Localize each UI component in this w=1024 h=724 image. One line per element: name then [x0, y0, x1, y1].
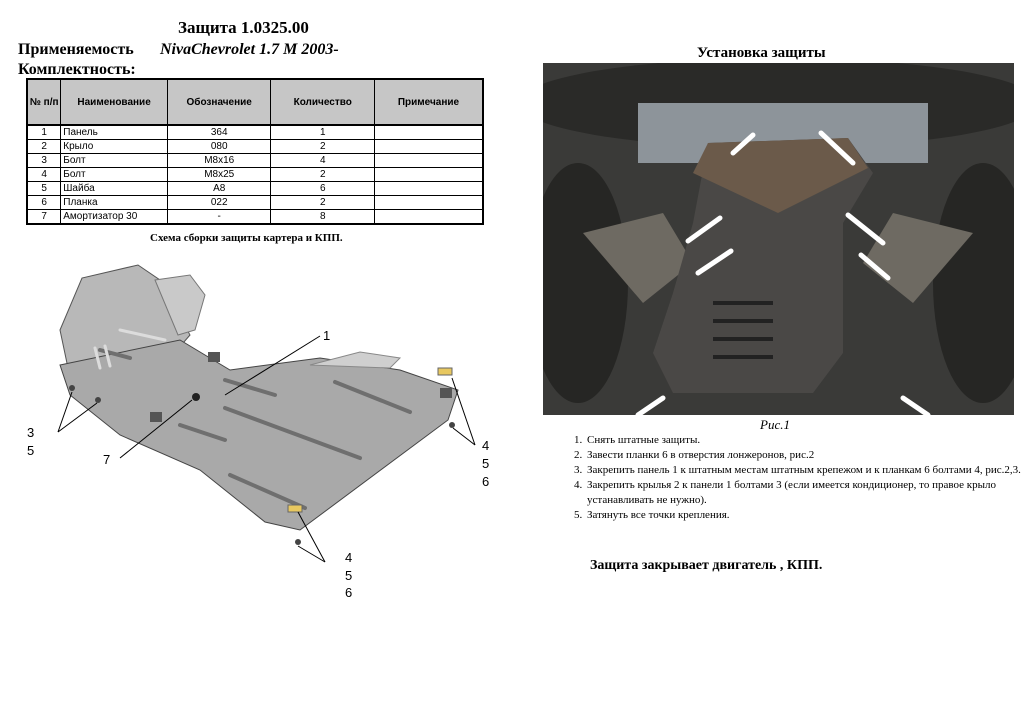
callout-1: 1	[323, 328, 331, 343]
cell-number: 1	[27, 125, 61, 140]
cell-note	[374, 140, 483, 154]
cell-note	[374, 125, 483, 140]
cell-number: 5	[27, 182, 61, 196]
cell-qty: 2	[271, 140, 375, 154]
callout-4-right: 4	[482, 438, 490, 453]
cell-number: 4	[27, 168, 61, 182]
cell-name: Болт	[61, 154, 168, 168]
list-item: 1. Снять штатные защиты.	[585, 433, 1024, 448]
cell-name: Амортизатор 30	[61, 210, 168, 225]
cell-name: Болт	[61, 168, 168, 182]
cell-number: 3	[27, 154, 61, 168]
table-row	[27, 154, 483, 168]
cell-qty: 1	[271, 125, 375, 140]
cell-qty: 4	[271, 154, 375, 168]
shock-absorber	[192, 393, 200, 401]
col-header-code: Обозначение	[167, 79, 271, 125]
bolt-icon	[295, 539, 301, 545]
cell-number: 7	[27, 210, 61, 225]
col-header-qty: Количество	[271, 79, 375, 125]
cell-qty: 2	[271, 168, 375, 182]
cell-note	[374, 196, 483, 210]
cell-qty: 8	[271, 210, 375, 225]
bracket-plate	[288, 505, 302, 512]
cell-name: Планка	[61, 196, 168, 210]
callout-5-left: 5	[27, 443, 35, 458]
cell-note	[374, 210, 483, 225]
photo-illustration	[543, 63, 1014, 415]
list-item: 5. Затянуть все точки крепления.	[585, 508, 1024, 523]
assembly-drawing	[0, 240, 540, 620]
list-item: 2. Завести планки 6 в отверстия лонжеронов, рис.2	[585, 448, 1024, 463]
cell-name: Панель	[61, 125, 168, 140]
col-header-note: Примечание	[374, 79, 483, 125]
col-header-name: Наименование	[61, 79, 168, 125]
cell-name: Шайба	[61, 182, 168, 196]
callout-6-bottom: 6	[345, 585, 353, 600]
mount-point	[150, 412, 162, 422]
cell-note	[374, 168, 483, 182]
table-row	[27, 182, 483, 196]
callout-5-right: 5	[482, 456, 490, 471]
conclusion-text: Защита закрывает двигатель , КПП.	[590, 558, 823, 573]
installation-steps	[563, 433, 1024, 523]
cell-number: 6	[27, 196, 61, 210]
callout-6-right: 6	[482, 474, 490, 489]
callout-3: 3	[27, 425, 35, 440]
bolt-icon	[69, 385, 75, 391]
cell-qty: 6	[271, 182, 375, 196]
installation-photo	[543, 63, 1014, 415]
bolt-icon	[449, 422, 455, 428]
bracket-plate	[438, 368, 452, 375]
figure-caption: Рис.1	[760, 417, 790, 432]
cell-qty: 2	[271, 196, 375, 210]
document-title: Защита 1.0325.00	[178, 18, 309, 37]
table-row	[27, 125, 483, 140]
parts-table	[26, 78, 484, 225]
main-panel-part	[60, 340, 458, 530]
table-row	[27, 168, 483, 182]
scheme-caption: Схема сборки защиты картера и КПП.	[150, 232, 343, 244]
table-row	[27, 196, 483, 210]
cell-code: М8х25	[167, 168, 271, 182]
callout-4-bottom: 4	[345, 550, 353, 565]
cell-note	[374, 154, 483, 168]
cell-number: 2	[27, 140, 61, 154]
table-row	[27, 140, 483, 154]
cell-name: Крыло	[61, 140, 168, 154]
cell-code: 364	[167, 125, 271, 140]
mount-point	[440, 388, 452, 398]
bolt-icon	[95, 397, 101, 403]
applicability-value: NivaChevrolet 1.7 M 2003-	[160, 41, 339, 58]
mount-point	[208, 352, 220, 362]
table-row	[27, 210, 483, 225]
list-item: 4. Закрепить крылья 2 к панели 1 болтами 3 (если имеется кондиционер, то правое крыло устанавливать не нужно).	[585, 478, 1024, 508]
table-header-row	[27, 79, 483, 125]
cell-code: -	[167, 210, 271, 225]
cell-code: А8	[167, 182, 271, 196]
kit-label: Комплектность:	[18, 61, 136, 78]
installation-title: Установка защиты	[697, 45, 826, 61]
applicability-label: Применяемость	[18, 41, 134, 58]
cell-note	[374, 182, 483, 196]
callout-7: 7	[103, 452, 111, 467]
cell-code: 080	[167, 140, 271, 154]
list-item: 3. Закрепить панель 1 к штатным местам штатным крепежом и к планкам 6 болтами 4, рис.2,3.	[585, 463, 1024, 478]
callout-5-bottom: 5	[345, 568, 353, 583]
cell-code: М8х16	[167, 154, 271, 168]
col-header-number: № п/п	[27, 79, 61, 125]
cell-code: 022	[167, 196, 271, 210]
